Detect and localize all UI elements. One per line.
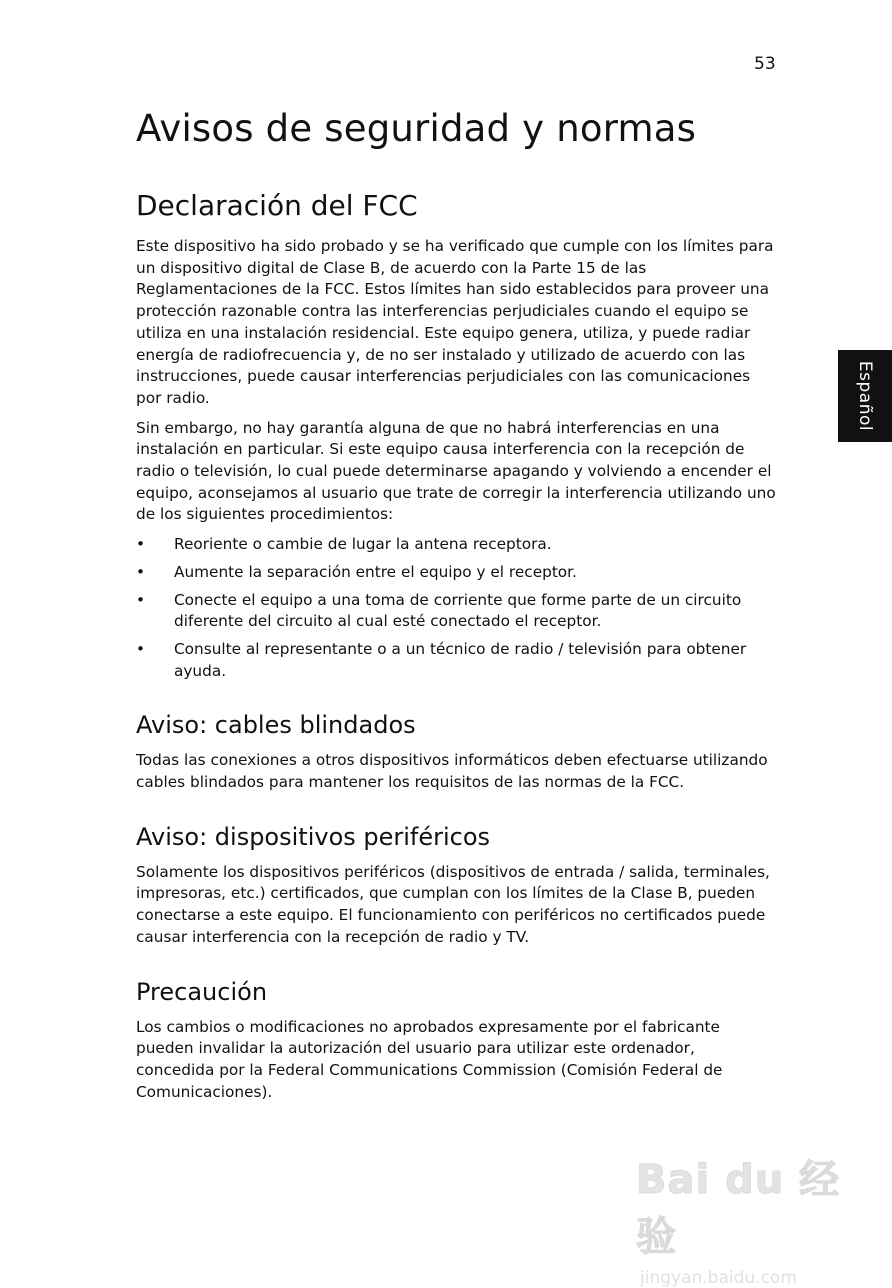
section-caution-paragraph: Los cambios o modificaciones no aprobados expresamente por el fabricante pueden invalidar la autorización del usuario para utilizar este ordenador, concedida por la Federal Communications Commission (Comisión Federal de Comunicaciones). [136, 1017, 723, 1101]
list-item [136, 534, 776, 556]
page-title: Avisos de seguridad y normas [136, 107, 697, 150]
baidu-watermark [636, 1148, 856, 1288]
section-shielded-cables [136, 710, 776, 793]
bullet-icon: • [136, 562, 146, 581]
section-fcc-heading: Declaración del FCC [136, 189, 418, 222]
page-number: 53 [754, 54, 776, 74]
language-side-tab [838, 350, 892, 442]
section-peripherals-heading: Aviso: dispositivos periféricos [136, 822, 491, 851]
list-item-text: Consulte al representante o a un técnico de radio / televisión para obtener ayuda. [174, 639, 747, 680]
bullet-icon: • [136, 535, 146, 554]
section-fcc-paragraph-1: Este dispositivo ha sido probado y se ha verificado que cumple con los límites para un dispositivo digital de Clase B, de acuerdo con la Parte 15 de las Reglamentaciones de la FCC. Estos límites han sido establecidos para proveer una protección razonable contra las interferencias perjudiciales cuando el equipo se utiliza en una instalación residencial. Este equipo genera, utiliza, y puede radiar energía de radiofrecuencia y, de no ser instalado y utilizado de acuerdo con las instrucciones, puede causar interferencias perjudiciales con las comunicaciones por radio. [136, 237, 774, 407]
language-side-tab-label: Español [855, 360, 875, 432]
section-peripherals-paragraph: Solamente los dispositivos periféricos (dispositivos de entrada / salida, terminales, impresoras, etc.) certificados, que cumplan con los límites de la Clase B, pueden conectarse a este equipo. El funcionamiento con periféricos no certificados puede causar interferencia con la recepción de radio y TV. [136, 862, 770, 946]
section-fcc-paragraph-2: Sin embargo, no hay garantía alguna de que no habrá interferencias en una instalación en particular. Si este equipo causa interferencia con la recepción de radio o televisión, lo cual puede determinarse apagando y volviendo a encender el equipo, aconsejamos al usuario que trate de corregir la interferencia utilizando uno de los siguientes procedimientos: [136, 418, 776, 524]
section-shielded-cables-paragraph: Todas las conexiones a otros dispositivos informáticos deben efectuarse utilizando cables blindados para mantener los requisitos de las normas de la FCC. [136, 751, 768, 792]
list-item [136, 590, 776, 633]
section-fcc [136, 188, 776, 682]
bullet-icon: • [136, 590, 146, 609]
section-caution [136, 977, 776, 1104]
section-shielded-cables-heading: Aviso: cables blindados [136, 711, 416, 740]
interference-procedures-list [136, 534, 776, 682]
section-caution-heading: Precaución [136, 977, 268, 1006]
baidu-watermark-url: jingyan.baidu.com [640, 1268, 797, 1288]
list-item [136, 562, 776, 584]
bullet-icon: • [136, 639, 146, 658]
list-item-text: Reoriente o cambie de lugar la antena receptora. [174, 535, 552, 554]
baidu-watermark-logo: Bai du 经验 [636, 1157, 841, 1260]
list-item [136, 639, 776, 682]
section-peripherals [136, 822, 776, 949]
document-body [136, 104, 776, 1111]
list-item-text: Aumente la separación entre el equipo y el receptor. [174, 562, 577, 581]
list-item-text: Conecte el equipo a una toma de corriente que forme parte de un circuito diferente del circuito al cual esté conectado el receptor. [174, 590, 742, 631]
